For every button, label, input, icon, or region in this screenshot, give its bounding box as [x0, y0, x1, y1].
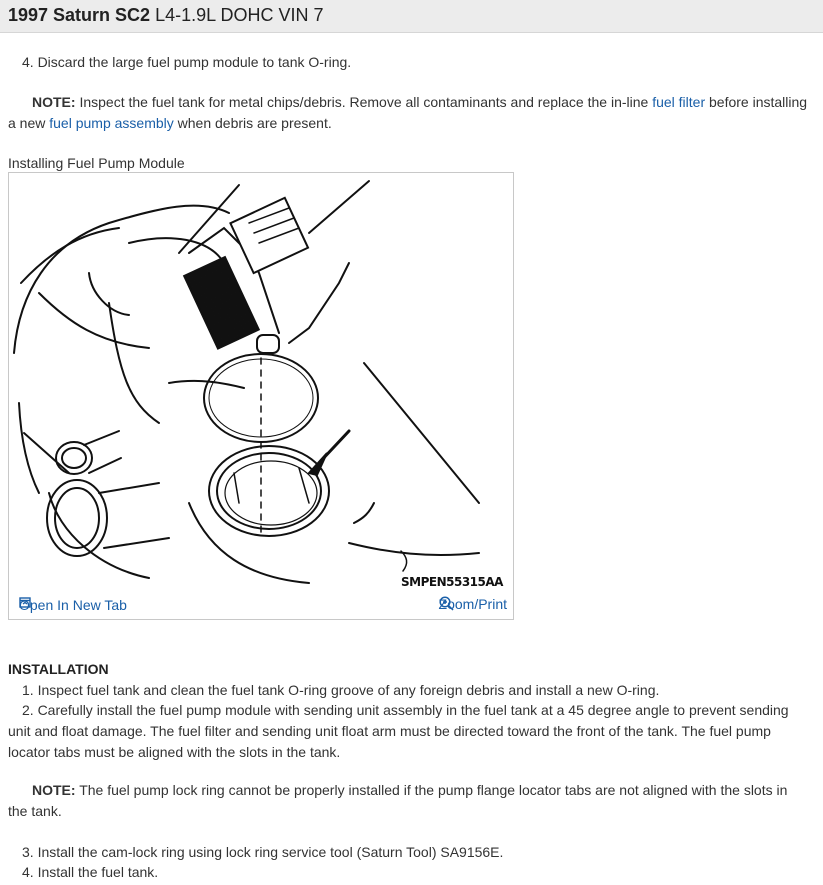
install-step-3: 3. Install the cam-lock ring using lock ring service tool (Saturn Tool) SA9156E. [22, 844, 504, 860]
fuel-pump-diagram [9, 173, 513, 591]
note2-label: NOTE: [32, 782, 76, 798]
note2-text: The fuel pump lock ring cannot be properly installed if the pump flange locator tabs are not aligned with the slots in the tank. [8, 782, 788, 819]
note-debris [8, 92, 808, 134]
external-window-icon [19, 597, 31, 608]
note-label: NOTE: [32, 94, 76, 110]
note-text-a: Inspect the fuel tank for metal chips/debris. Remove all contaminants and replace the in-line [79, 94, 649, 110]
engine-spec: L4-1.9L DOHC VIN 7 [155, 5, 324, 25]
install-step-4: 4. Install the fuel tank. [22, 864, 159, 880]
zoom-print-label: Zoom/Print [438, 596, 507, 612]
page-header [0, 0, 823, 33]
figure-footer [9, 593, 513, 619]
zoom-icon [439, 596, 454, 611]
step-discard-oring: 4. Discard the large fuel pump module to tank O-ring. [22, 54, 352, 70]
fuel-filter-link[interactable]: fuel filter [652, 94, 706, 110]
figure-panel [8, 172, 514, 620]
install-step-1: 1. Inspect fuel tank and clean the fuel tank O-ring groove of any foreign debris and install a new O-ring. [22, 682, 660, 698]
install-step-2: 2. Carefully install the fuel pump module with sending unit assembly in the fuel tank at a 45 degree angle to prevent sending unit and float damage. The fuel filter and sending unit float arm must be directed toward the front of the tank. The fuel pump locator tabs must be aligned with the slots in the tank. [8, 702, 789, 760]
open-new-tab-button[interactable] [19, 597, 127, 613]
vehicle-title: 1997 Saturn SC2 [8, 5, 151, 25]
note-text-b: before installing a new [8, 94, 808, 131]
note-text-c: when debris are present. [177, 115, 332, 131]
figure-title: Installing Fuel Pump Module [8, 155, 185, 171]
installation-heading: INSTALLATION [8, 661, 109, 677]
figure-code: SMPEN55315AA [401, 575, 503, 589]
zoom-print-button[interactable] [439, 596, 507, 612]
note-lock-ring [8, 780, 808, 822]
fuel-pump-assembly-link[interactable]: fuel pump assembly [49, 115, 174, 131]
open-new-tab-label: Open In New Tab [19, 597, 127, 613]
